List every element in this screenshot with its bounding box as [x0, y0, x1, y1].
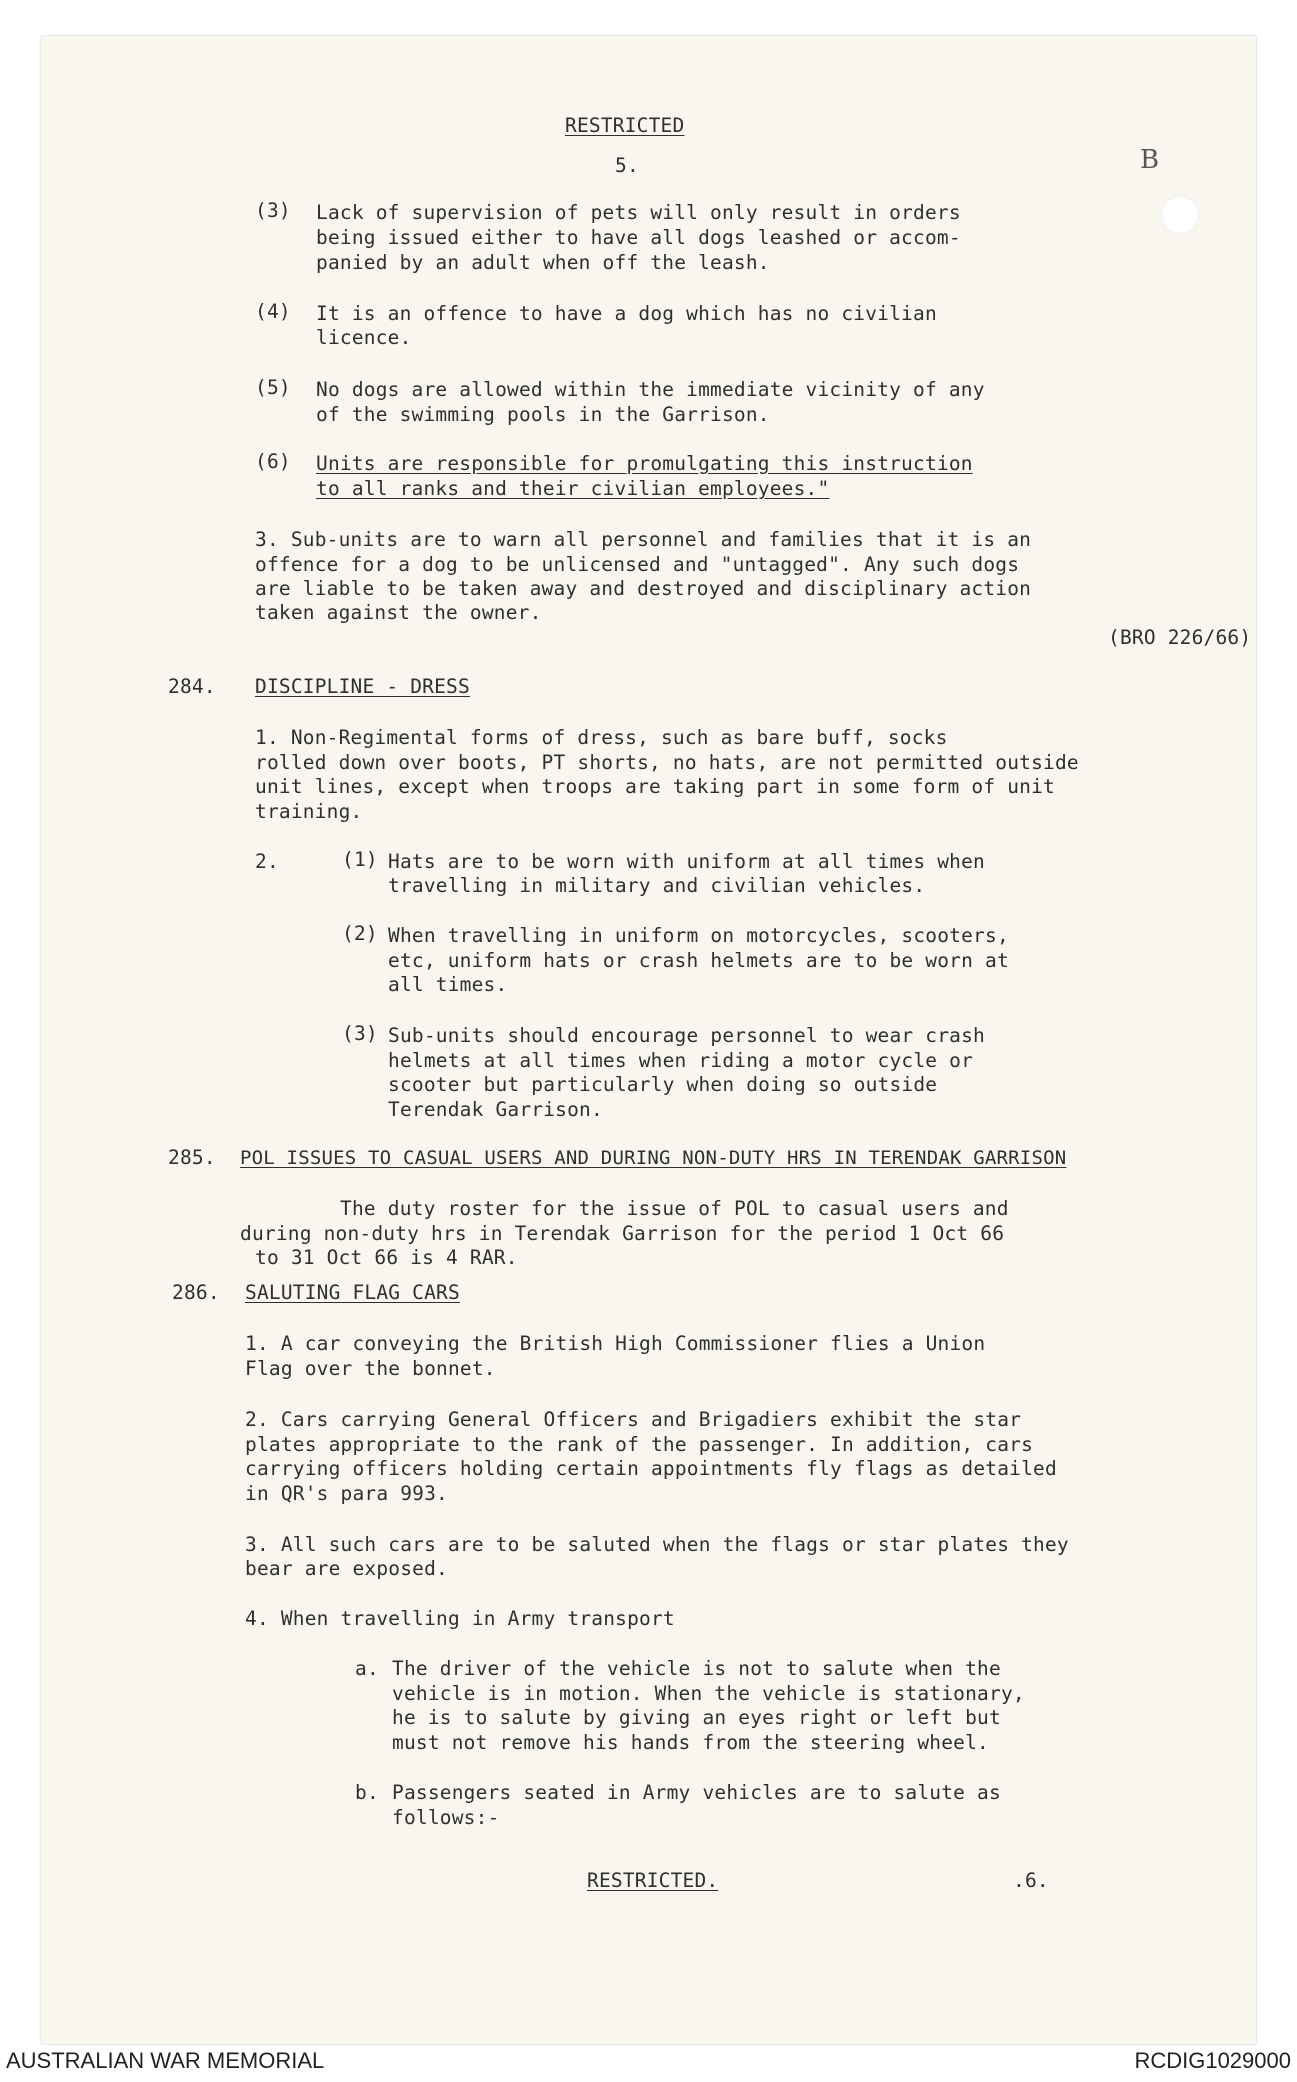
page-number: 5.	[615, 154, 639, 177]
text-line: The duty roster for the issue of POL to casual users and	[340, 1197, 1009, 1220]
text-line: unit lines, except when troops are taking part in some form of unit	[255, 775, 1055, 798]
text-line: follows:-	[392, 1806, 500, 1829]
text-line: travelling in military and civilian vehicles.	[388, 874, 926, 897]
text-line: 2. Cars carrying General Officers and Brigadiers exhibit the star	[245, 1408, 1022, 1431]
text-line: 1. Non-Regimental forms of dress, such as bare buff, socks	[255, 726, 948, 749]
text-line: When travelling in uniform on motorcycles, scooters,	[388, 924, 1009, 947]
section-title: SALUTING FLAG CARS	[245, 1281, 460, 1304]
text-line: all times.	[388, 973, 508, 996]
text-line: of the swimming pools in the Garrison.	[316, 403, 770, 426]
text-line: It is an offence to have a dog which has no civilian	[316, 302, 937, 325]
text-line: panied by an adult when off the leash.	[316, 251, 770, 274]
text-line: Hats are to be worn with uniform at all times when	[388, 850, 985, 873]
text-line: are liable to be taken away and destroyed and disciplinary action	[255, 577, 1032, 600]
text-line: licence.	[316, 326, 412, 349]
text-line: 3. All such cars are to be saluted when the flags or star plates they	[245, 1533, 1069, 1556]
text-line: vehicle is in motion. When the vehicle is stationary,	[392, 1682, 1025, 1705]
text-line: Sub-units should encourage personnel to wear crash	[388, 1024, 985, 1047]
header-restricted: RESTRICTED	[565, 114, 685, 137]
text-line: No dogs are allowed within the immediate vicinity of any	[316, 378, 985, 401]
archive-id: RCDIG1029000	[1134, 2048, 1291, 2073]
archive-name: AUSTRALIAN WAR MEMORIAL	[6, 2048, 325, 2073]
footer-restricted: RESTRICTED.	[587, 1869, 719, 1892]
item-number: a.	[355, 1657, 379, 1680]
text-line: in QR's para 993.	[245, 1482, 448, 1505]
item-number: (4)	[255, 300, 291, 323]
text-line: 3. Sub-units are to warn all personnel and families that it is an	[255, 528, 1032, 551]
text-line: scooter but particularly when doing so outside	[388, 1073, 938, 1096]
text-line: to all ranks and their civilian employees."	[316, 477, 830, 500]
text-line: Passengers seated in Army vehicles are to salute as	[392, 1781, 1001, 1804]
text-line: bear are exposed.	[245, 1557, 448, 1580]
item-number: 2.	[255, 850, 279, 873]
handwritten-mark: B	[1140, 145, 1160, 175]
text-line: Lack of supervision of pets will only result in orders	[316, 201, 961, 224]
item-number: (1)	[342, 848, 378, 871]
text-line: 4. When travelling in Army transport	[245, 1607, 675, 1630]
text-line: offence for a dog to be unlicensed and "untagged". Any such dogs	[255, 553, 1020, 576]
text-line: to 31 Oct 66 is 4 RAR.	[255, 1246, 518, 1269]
text-line: Flag over the bonnet.	[245, 1357, 496, 1380]
item-number: (5)	[255, 376, 291, 399]
text-line: etc, uniform hats or crash helmets are to be worn at	[388, 949, 1009, 972]
section-number: 284.	[168, 675, 216, 698]
item-number: (3)	[342, 1022, 378, 1045]
text-line: rolled down over boots, PT shorts, no hats, are not permitted outside	[255, 751, 1079, 774]
text-line: Terendak Garrison.	[388, 1098, 603, 1121]
text-line: being issued either to have all dogs leashed or accom-	[316, 226, 961, 249]
text-line: carrying officers holding certain appointments fly flags as detailed	[245, 1457, 1057, 1480]
next-page-indicator: .6.	[1013, 1869, 1049, 1892]
text-line: training.	[255, 800, 363, 823]
text-line: 1. A car conveying the British High Commissioner flies a Union	[245, 1332, 986, 1355]
text-line: he is to salute by giving an eyes right or left but	[392, 1706, 1001, 1729]
bro-reference: (BRO 226/66)	[1108, 626, 1252, 649]
text-line: helmets at all times when riding a motor cycle or	[388, 1049, 974, 1072]
item-number: (2)	[342, 922, 378, 945]
text-line: during non-duty hrs in Terendak Garrison for the period 1 Oct 66	[240, 1222, 1005, 1245]
section-number: 286.	[172, 1281, 220, 1304]
text-line: must not remove his hands from the steering wheel.	[392, 1731, 989, 1754]
punch-hole	[1161, 196, 1199, 234]
text-line: plates appropriate to the rank of the passenger. In addition, cars	[245, 1433, 1034, 1456]
item-number: (3)	[255, 199, 291, 222]
text-line: Units are responsible for promulgating this instruction	[316, 452, 973, 475]
section-number: 285.	[168, 1146, 216, 1169]
item-number: (6)	[255, 450, 291, 473]
section-title: POL ISSUES TO CASUAL USERS AND DURING NON-DUTY HRS IN TERENDAK GARRISON	[240, 1147, 1067, 1169]
section-title: DISCIPLINE - DRESS	[255, 675, 470, 698]
text-line: The driver of the vehicle is not to salute when the	[392, 1657, 1001, 1680]
text-line: taken against the owner.	[255, 601, 542, 624]
item-number: b.	[355, 1781, 379, 1804]
